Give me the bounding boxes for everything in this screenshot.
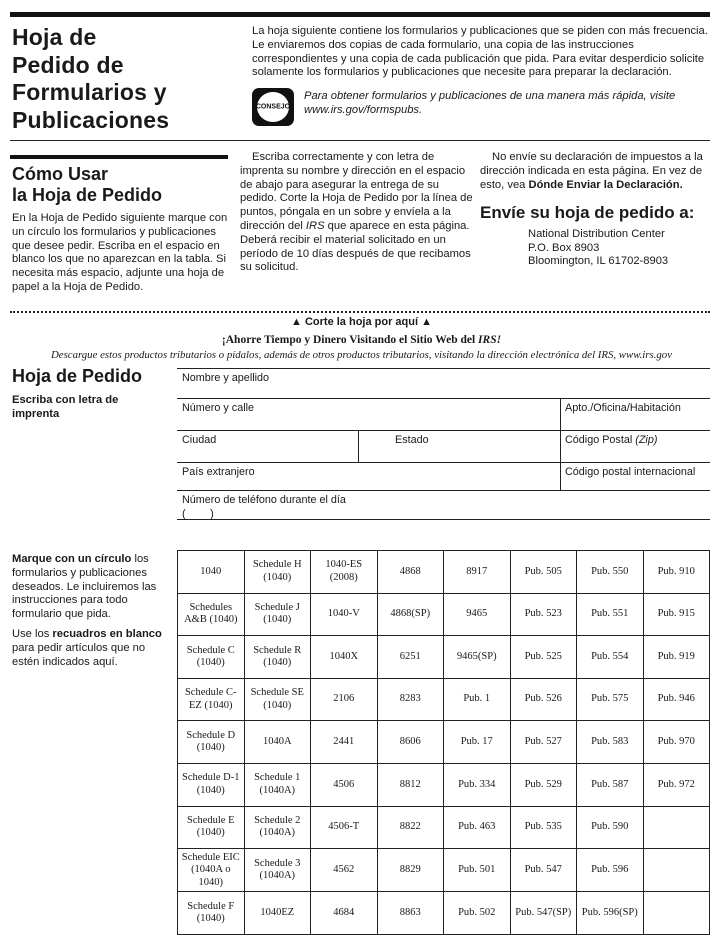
address-field-grid (177, 368, 710, 520)
order-item-cell: Pub. 587 (577, 764, 644, 807)
order-item-cell: Pub. 583 (577, 721, 644, 764)
tip-icon-label: CONSEJO (255, 103, 291, 111)
order-form-subheading: Escriba con letra de imprenta (12, 394, 119, 420)
consejo-tip-icon (252, 88, 294, 126)
phone-field-label: Número de teléfono durante el día (182, 494, 346, 506)
order-item-cell: Schedule R (1040) (244, 636, 311, 679)
order-item-cell: Schedule F (1040) (178, 892, 245, 935)
order-item-cell: Pub. 590 (577, 806, 644, 849)
table-row (178, 892, 710, 935)
howto-heading (12, 164, 237, 206)
name-field-input-area[interactable] (177, 386, 710, 398)
web-banner-italic: Descargue estos productos tributarios o pídalos, además de otros productos tributarios, visitando la dirección electrónica del IRS, www.irs.gov (51, 349, 672, 361)
circle-instruction-text: para pedir artículos que no estén indicados aquí. (12, 641, 146, 668)
order-item-cell: Pub. 535 (510, 806, 577, 849)
order-item-cell: Pub. 529 (510, 764, 577, 807)
order-item-cell: 9465(SP) (444, 636, 511, 679)
no-return-note-text: No envíe su declaración de impuestos a la dirección indicada en esta página. En vez de esto, vea (480, 151, 703, 191)
blank-order-box[interactable] (643, 849, 710, 892)
order-item-cell: Pub. 915 (643, 593, 710, 636)
phone-area-code-parens[interactable]: ( ) (182, 508, 214, 520)
mailing-instructions (240, 151, 473, 275)
circle-instruction-text: los formularios y publicaciones deseados. Le incluiremos las instrucciones para todo formulario que pida. (12, 553, 157, 621)
order-item-cell: Schedule EIC (1040A o 1040) (178, 849, 245, 892)
table-row (178, 593, 710, 636)
order-item-cell: 8822 (377, 806, 444, 849)
order-item-cell: Pub. 596(SP) (577, 892, 644, 935)
order-item-cell: Pub. 463 (444, 806, 511, 849)
table-row (178, 849, 710, 892)
section-rule (10, 155, 228, 159)
irs-italic: IRS (305, 219, 325, 232)
order-item-cell: 1040-ES (2008) (311, 551, 378, 594)
order-item-cell: Pub. 523 (510, 593, 577, 636)
apt-field-label: Apto./Oficina/Habitación (565, 402, 681, 414)
order-item-cell: 1040-V (311, 593, 378, 636)
order-item-cell: Schedule 1 (1040A) (244, 764, 311, 807)
city-field-label: Ciudad (182, 434, 217, 446)
order-item-cell: Pub. 575 (577, 678, 644, 721)
state-field-label: Estado (395, 434, 429, 446)
order-item-cell: 4684 (311, 892, 378, 935)
foreign-country-field-label: País extranjero (182, 466, 255, 478)
order-item-cell: Pub. 501 (444, 849, 511, 892)
order-item-cell: Pub. 910 (643, 551, 710, 594)
mailing-address (528, 228, 723, 269)
order-item-cell: 6251 (377, 636, 444, 679)
street-field-label: Número y calle (182, 402, 255, 414)
order-item-cell: Pub. 1 (444, 678, 511, 721)
street-field-input-area[interactable] (177, 416, 710, 430)
order-item-cell: Pub. 946 (643, 678, 710, 721)
address-line: Bloomington, IL 61702-8903 (528, 255, 669, 268)
order-item-cell: 4506-T (311, 806, 378, 849)
order-item-cell: Schedule D-1 (1040) (178, 764, 245, 807)
order-item-cell: Schedules A&B (1040) (178, 593, 245, 636)
howto-heading-line: Cómo Usar (12, 164, 109, 184)
circle-instructions-p1 (12, 553, 174, 622)
country-field-input-area[interactable] (177, 480, 710, 490)
order-item-cell: 8917 (444, 551, 511, 594)
order-form-heading: Hoja de Pedido (12, 366, 143, 386)
field-row-name (177, 368, 710, 398)
page-title-line: Formularios y (12, 79, 167, 105)
order-item-cell: Pub. 972 (643, 764, 710, 807)
tip-text: Para obtener formularios y publicaciones de una manera más rápida, visite www.irs.gov/formspubs. (304, 90, 676, 116)
circle-instruction-bold: Marque con un círculo (12, 553, 132, 565)
address-line: National Distribution Center (528, 228, 665, 240)
table-row (178, 636, 710, 679)
order-item-cell: Schedule E (1040) (178, 806, 245, 849)
order-item-cell: Schedule 2 (1040A) (244, 806, 311, 849)
order-item-cell: Pub. 554 (577, 636, 644, 679)
zip-label-text: Código Postal (565, 434, 636, 446)
order-item-cell: Schedule D (1040) (178, 721, 245, 764)
irs-italic: IRS! (478, 334, 502, 346)
order-item-cell: 9465 (444, 593, 511, 636)
page-title-line: Hoja de (12, 24, 97, 50)
order-item-cell: Pub. 551 (577, 593, 644, 636)
web-banner-bold-text: ¡Ahorre Tiempo y Dinero Visitando el Sitio Web del (221, 334, 479, 346)
order-item-cell: Schedule J (1040) (244, 593, 311, 636)
order-item-cell: Pub. 547(SP) (510, 892, 577, 935)
circle-instructions-p2 (12, 628, 174, 669)
field-row-phone (177, 490, 710, 520)
order-item-cell: 2441 (311, 721, 378, 764)
order-table-body (178, 551, 710, 935)
web-banner-bold (0, 334, 723, 346)
mailing-instructions-text: Escriba correctamente y con letra de imprenta su nombre y dirección en el espacio de abajo para asegurar la entrega de su pedido. Corte la Hoja de Pedido por la línea de puntos, póngala en un sobre y envíela a la dirección del (240, 151, 473, 232)
field-row-street (177, 398, 710, 430)
address-line: P.O. Box 8903 (528, 241, 600, 254)
order-item-cell: Schedule SE (1040) (244, 678, 311, 721)
order-item-cell: 2106 (311, 678, 378, 721)
order-item-cell: Pub. 502 (444, 892, 511, 935)
order-item-cell: Pub. 547 (510, 849, 577, 892)
order-item-cell: Pub. 550 (577, 551, 644, 594)
no-return-note (480, 151, 713, 192)
circle-instruction-text: Use los (12, 627, 53, 640)
howto-heading-line: la Hoja de Pedido (12, 185, 163, 205)
order-item-cell: 8606 (377, 721, 444, 764)
order-item-cell: 8863 (377, 892, 444, 935)
circle-instructions (12, 553, 174, 669)
table-row (178, 721, 710, 764)
order-item-cell: Pub. 525 (510, 636, 577, 679)
intl-postal-field-label: Código postal internacional (565, 466, 696, 478)
send-to-heading: Envíe su hoja de pedido a: (480, 203, 695, 222)
top-rule (10, 12, 710, 17)
order-item-cell: 1040 (178, 551, 245, 594)
order-item-cell: Pub. 596 (577, 849, 644, 892)
blank-order-box[interactable] (643, 892, 710, 935)
forms-order-table (177, 550, 710, 935)
order-item-cell: Schedule 3 (1040A) (244, 849, 311, 892)
tip-block (252, 88, 712, 126)
table-row (178, 678, 710, 721)
city-field-input-area[interactable] (177, 448, 710, 462)
order-item-cell: Pub. 970 (643, 721, 710, 764)
page-title (12, 24, 244, 134)
cut-dotted-line (10, 311, 710, 313)
order-item-cell: Schedule C (1040) (178, 636, 245, 679)
howto-body: En la Hoja de Pedido siguiente marque con un círculo los formularios y publicaciones que desee pedir. Escriba en el espacio en blanco los que no aparezcan en la tabla. Si necesita más espacio, adjunte una hoja de papel a la Hoja de Pedido. (12, 212, 228, 293)
order-item-cell: 8829 (377, 849, 444, 892)
page-title-line: Publicaciones (12, 106, 170, 133)
order-item-cell: Pub. 334 (444, 764, 511, 807)
order-item-cell: Pub. 527 (510, 721, 577, 764)
field-row-city (177, 430, 710, 462)
where-to-file-ref: Dónde Enviar la Declaración. (528, 178, 683, 191)
mailing-instructions-text: que aparece en esta página. Deberá recibir el material solicitado en un período de 10 días después de que recibamos su solicitud. (240, 219, 471, 274)
order-item-cell: 4868(SP) (377, 593, 444, 636)
table-row (178, 551, 710, 594)
intro-paragraph: La hoja siguiente contiene los formularios y publicaciones que se piden con más frecuencia. Le enviaremos dos copias de cada formulario, una copia de las instrucciones correspondientes y una copia de cada publicación que pida. Para evitar desperdicio solicite solamente los formularios y publicaciones que necesite para preparar la declaración. (252, 25, 708, 79)
order-item-cell: 4562 (311, 849, 378, 892)
order-item-cell: Pub. 505 (510, 551, 577, 594)
order-item-cell: Pub. 17 (444, 721, 511, 764)
order-item-cell: Schedule C-EZ (1040) (178, 678, 245, 721)
name-field-label: Nombre y apellido (182, 372, 270, 384)
order-item-cell: Schedule H (1040) (244, 551, 311, 594)
zip-field-label (565, 434, 657, 446)
cut-here-label: ▲ Corte la hoja por aquí ▲ (291, 316, 432, 328)
blank-order-box[interactable] (643, 806, 710, 849)
table-row (178, 806, 710, 849)
circle-instruction-bold: recuadros en blanco (52, 627, 162, 640)
page-title-line: Pedido de (12, 51, 124, 78)
zip-label-italic: (Zip) (635, 434, 658, 446)
order-item-cell: 8812 (377, 764, 444, 807)
order-item-cell: 1040EZ (244, 892, 311, 935)
table-row (178, 764, 710, 807)
order-item-cell: 8283 (377, 678, 444, 721)
order-item-cell: Pub. 526 (510, 678, 577, 721)
order-item-cell: 4506 (311, 764, 378, 807)
order-item-cell: 1040A (244, 721, 311, 764)
header-divider (10, 140, 710, 141)
order-item-cell: Pub. 919 (643, 636, 710, 679)
order-item-cell: 1040X (311, 636, 378, 679)
field-row-country (177, 462, 710, 490)
order-item-cell: 4868 (377, 551, 444, 594)
